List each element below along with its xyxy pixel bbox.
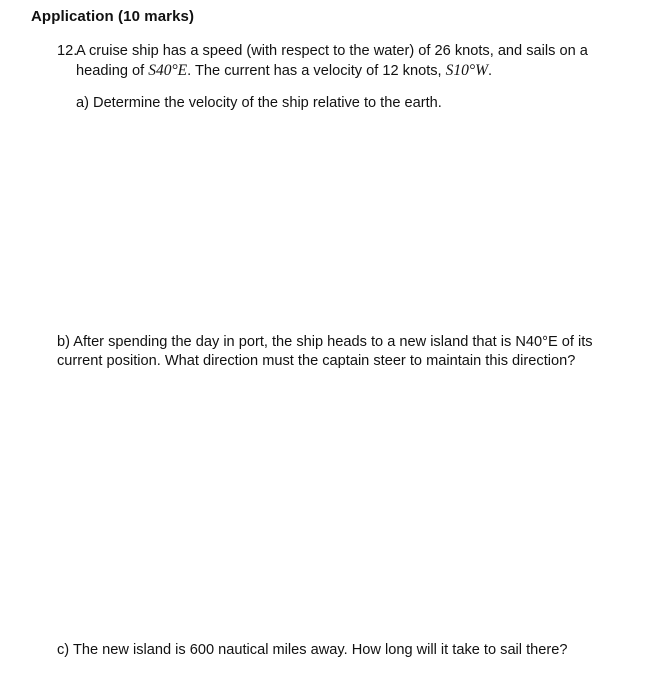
section-title: Application (10 marks) [31, 8, 195, 25]
part-c-prompt: c) The new island is 600 nautical miles away. How long will it take to sail there? [57, 642, 568, 658]
part-b-prompt: b) After spending the day in port, the ship heads to a new island that is N40°E of its current position. What direction must the captain steer to maintain this direction? [57, 334, 593, 369]
ship-heading-math: S40°E [148, 62, 188, 79]
current-direction-math: S10°W [445, 62, 489, 79]
question-text [76, 42, 637, 81]
question-intro-part-1: A cruise ship has a speed (with respect to the water) of 26 knots, and sails on a heading of [76, 43, 588, 79]
part-a-prompt: a) Determine the velocity of the ship relative to the earth. [76, 95, 442, 111]
question-number: 12. [57, 43, 78, 59]
question-12 [57, 42, 637, 81]
question-intro-part-2: . The current has a velocity of 12 knots, [187, 63, 446, 79]
question-intro-part-3: . [488, 63, 493, 79]
